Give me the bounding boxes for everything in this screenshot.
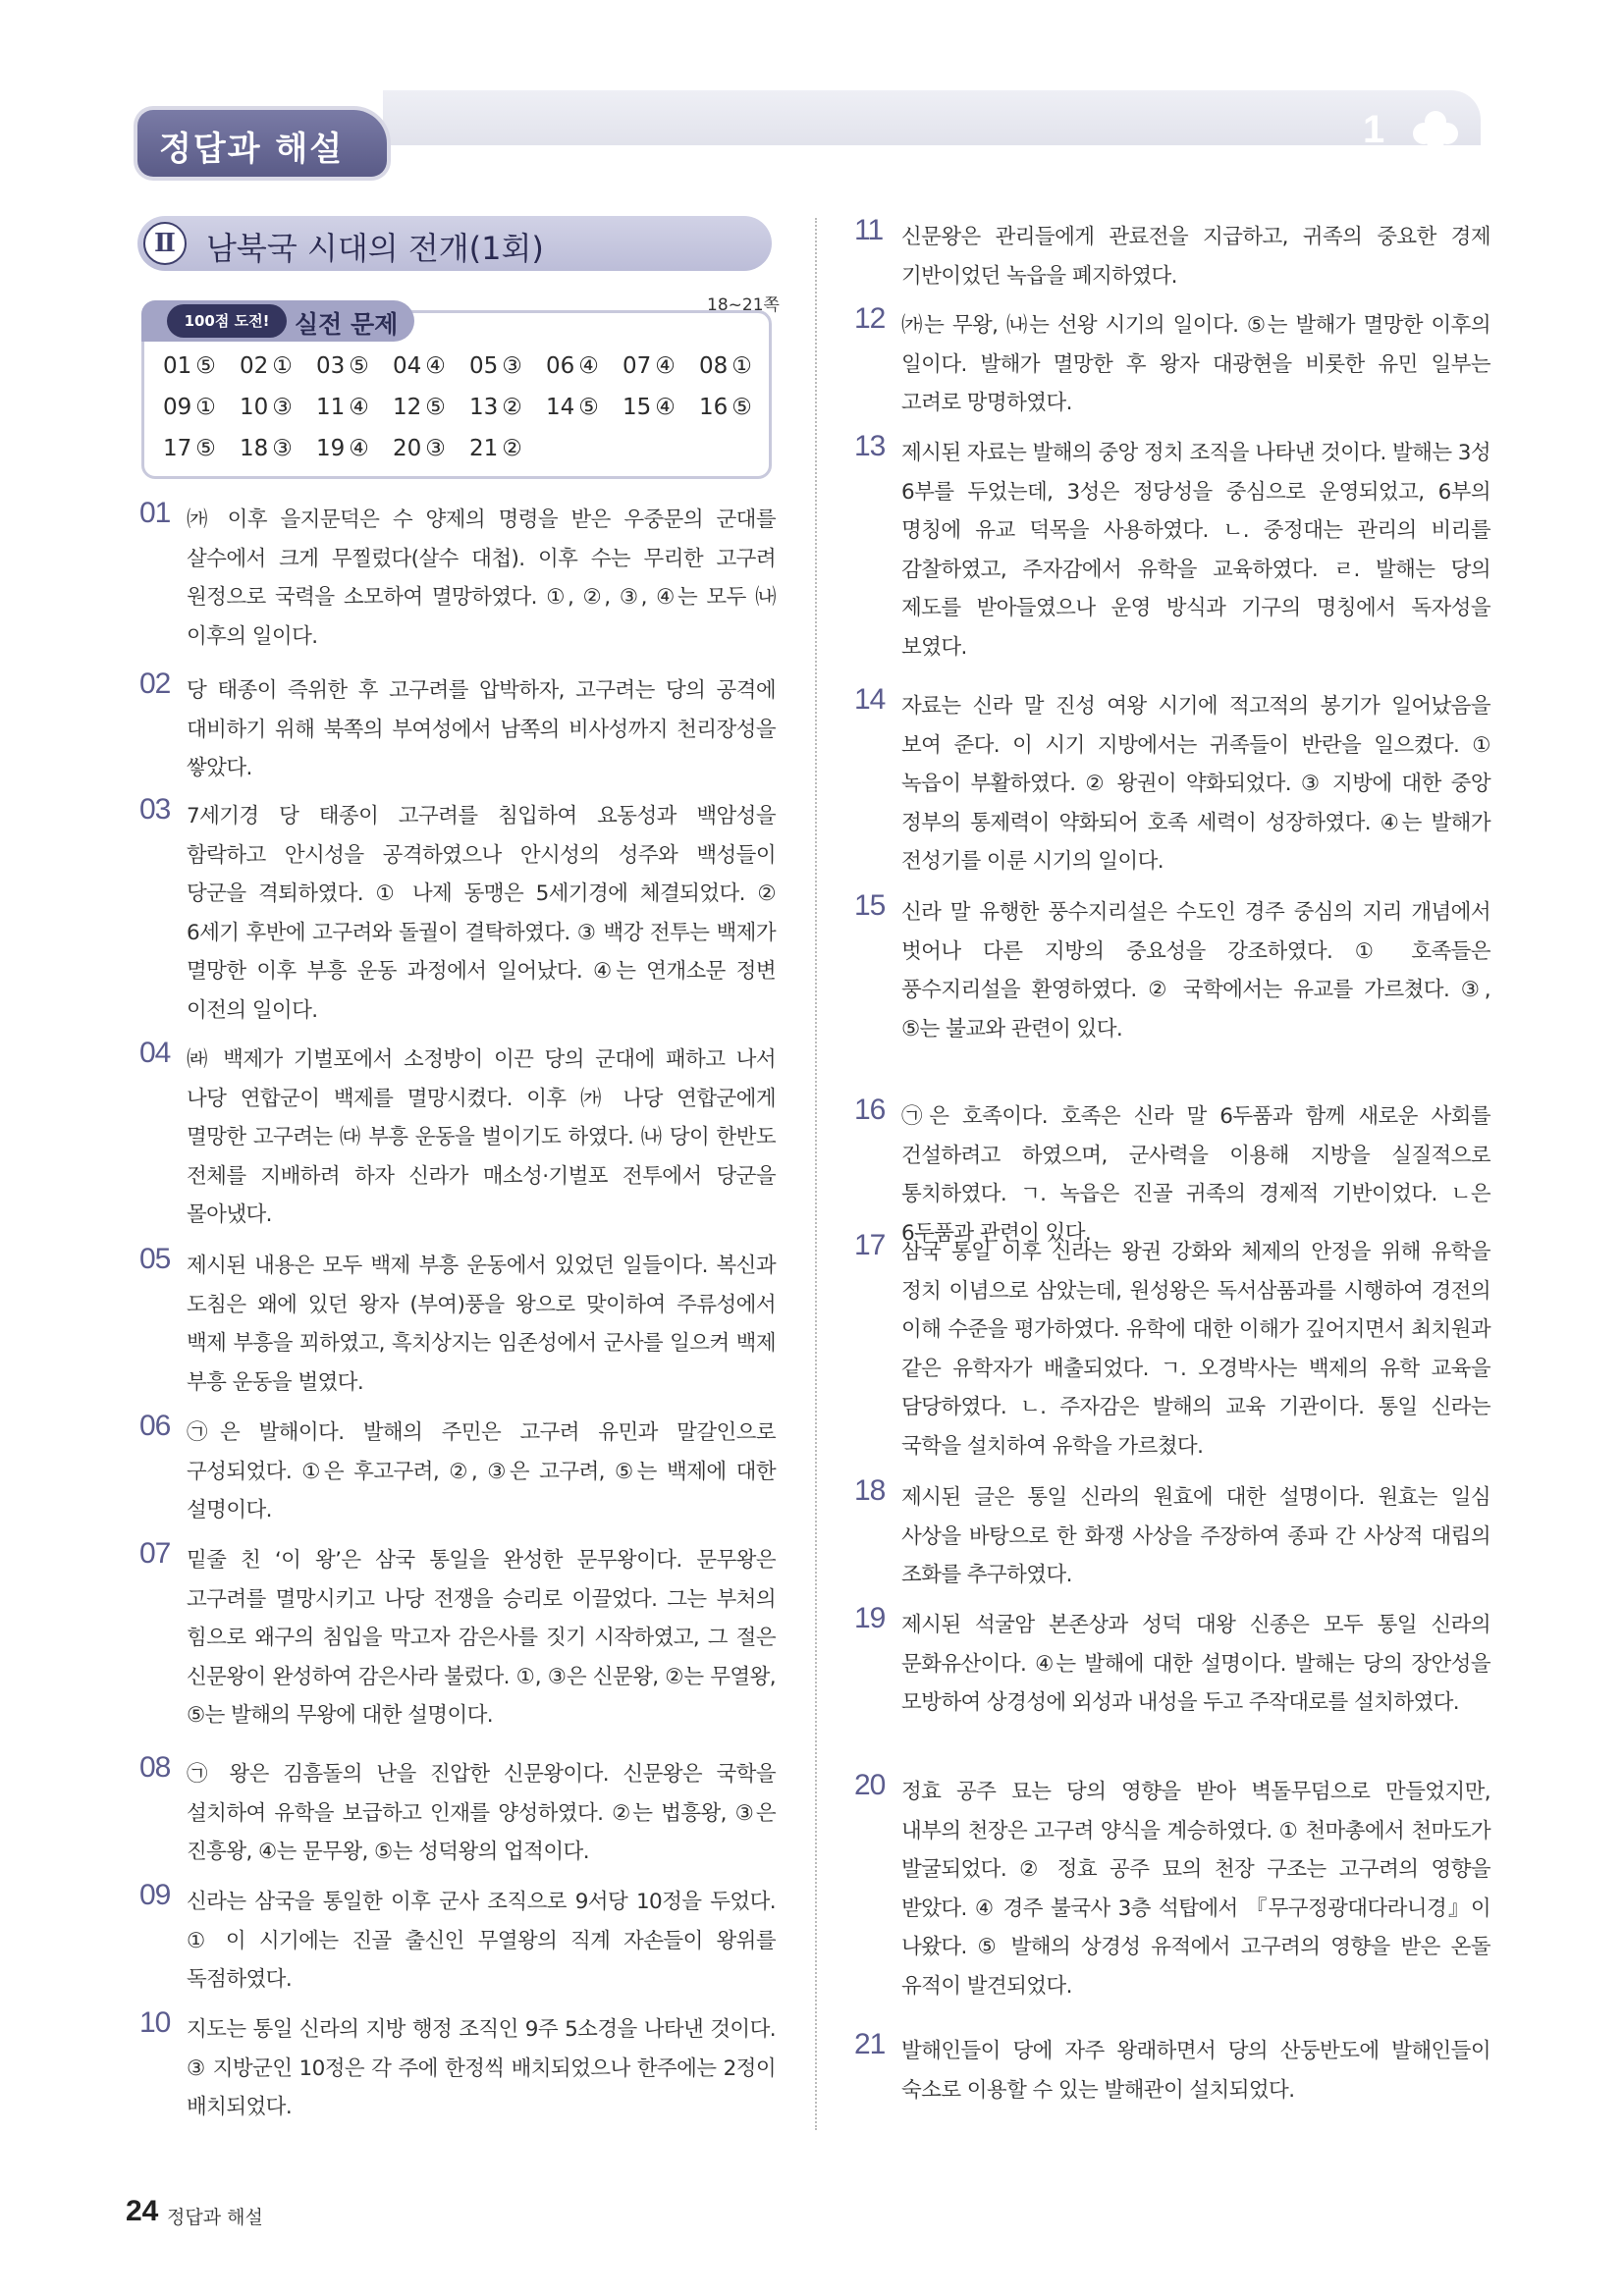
answer-choice: ④ bbox=[349, 436, 369, 461]
explanation-number: 07 bbox=[139, 1537, 171, 1570]
answer-choice: ④ bbox=[655, 395, 676, 420]
answer-choice: ③ bbox=[425, 436, 446, 461]
answer-item bbox=[240, 391, 316, 424]
explanation-number: 12 bbox=[854, 302, 886, 335]
header-band bbox=[383, 90, 1481, 145]
explanation-item bbox=[854, 889, 1490, 1048]
answer-item bbox=[316, 432, 393, 465]
explanation-number: 09 bbox=[139, 1879, 171, 1911]
explanation-text: ㈎는 무왕, ㈏는 선왕 시기의 일이다. ⑤는 발해가 멸망한 이후의 일이다. 발해가 멸망한 후 왕자 대광현을 비롯한 유민 일부는 고려로 망명하였다. bbox=[901, 313, 1490, 415]
explanation-number: 04 bbox=[139, 1037, 171, 1069]
explanation-item bbox=[139, 667, 776, 788]
answer-number: 15 bbox=[623, 395, 652, 420]
explanation-item bbox=[854, 302, 1490, 423]
explanation-text: ㉠은 발해이다. 발해의 주민은 고구려 유민과 말갈인으로 구성되었다. ①은 후고구려, ②, ③은 고구려, ⑤는 백제에 대한 설명이다. bbox=[187, 1420, 776, 1522]
explanation-number: 16 bbox=[854, 1094, 886, 1126]
explanation-text: 신라는 삼국을 통일한 이후 군사 조직으로 9서당 10정을 두었다. ① 이 시기에는 진골 출신인 무열왕의 직계 자손들이 왕위를 독점하였다. bbox=[187, 1890, 776, 1992]
explanation-text: ㉠ 왕은 김흠돌의 난을 진압한 신문왕이다. 신문왕은 국학을 설치하여 유학을 보급하고 인재를 양성하였다. ②는 법흥왕, ③은 진흥왕, ④는 문무왕, ⑤는 성덕왕의 업적이다. bbox=[187, 1762, 776, 1864]
explanation-text: 발해인들이 당에 자주 왕래하면서 당의 산둥반도에 발해인들이 숙소로 이용할 수 있는 발해관이 설치되었다. bbox=[901, 2039, 1490, 2103]
explanation-item bbox=[139, 1751, 776, 1872]
explanation-number: 17 bbox=[854, 1229, 886, 1261]
explanation-text: 당 태종이 즉위한 후 고구려를 압박하자, 고구려는 당의 공격에 대비하기 위해 북쪽의 부여성에서 남쪽의 비사성까지 천리장성을 쌓았다. bbox=[187, 678, 776, 780]
answer-item bbox=[623, 391, 699, 424]
section-title: 남북국 시대의 전개(1회) bbox=[206, 230, 544, 267]
explanation-text: ㈎ 이후 을지문덕은 수 양제의 명령을 받은 우중문의 군대를 살수에서 크게 무찔렀다(살수 대첩). 이후 수는 무리한 고구려 원정으로 국력을 소모하여 멸망하였다. ①, ②, ③, ④는 모두 ㈏ 이후의 일이다. bbox=[187, 507, 776, 649]
explanation-text: 제시된 내용은 모두 백제 부흥 운동에서 있었던 일들이다. 복신과 도침은 왜에 있던 왕자 (부여)풍을 왕으로 맞이하여 주류성에서 백제 부흥을 꾀하였고, 흑치상지는 임존성에서 군사를 일으켜 백제 부흥 운동을 벌였다. bbox=[187, 1254, 776, 1395]
answer-item bbox=[316, 391, 393, 424]
answer-item bbox=[546, 349, 623, 383]
explanation-item bbox=[854, 1474, 1490, 1595]
explanation-number: 13 bbox=[854, 430, 886, 462]
answer-number: 17 bbox=[163, 436, 192, 461]
explanation-item bbox=[854, 430, 1490, 667]
answer-grid bbox=[163, 349, 762, 465]
answer-number: 20 bbox=[393, 436, 422, 461]
answer-number: 07 bbox=[623, 353, 652, 379]
answer-number: 18 bbox=[240, 436, 269, 461]
explanation-number: 02 bbox=[139, 667, 171, 700]
answer-number: 09 bbox=[163, 395, 192, 420]
explanation-number: 10 bbox=[139, 2006, 171, 2039]
explanation-number: 08 bbox=[139, 1751, 171, 1784]
answer-choice: ④ bbox=[578, 353, 599, 379]
explanation-number: 18 bbox=[854, 1474, 886, 1507]
answer-choice: ② bbox=[502, 395, 522, 420]
explanation-text: 자료는 신라 말 진성 여왕 시기에 적고적의 봉기가 일어났음을 보여 준다. 이 시기 지방에서는 귀족들이 반란을 일으켰다. ① 녹읍이 부활하였다. ② 왕권이 약화되었다. ③ 지방에 대한 중앙 정부의 통제력이 약화되어 호족 세력이 성장하였다. ④는 발해가 전성기를 이룬 시기의 일이다. bbox=[901, 694, 1490, 874]
clover-icon bbox=[1408, 108, 1463, 157]
explanation-text: 제시된 글은 통일 신라의 원효에 대한 설명이다. 원효는 일심 사상을 바탕으로 한 화쟁 사상을 주장하여 종파 간 사상적 대립의 조화를 추구하였다. bbox=[901, 1485, 1490, 1587]
explanation-text: 밑줄 친 ‘이 왕’은 삼국 통일을 완성한 문무왕이다. 문무왕은 고구려를 멸망시키고 나당 전쟁을 승리로 이끌었다. 그는 부처의 힘으로 왜구의 침입을 막고자 감은사를 짓기 시작하였고, 그 절은 신문왕이 완성하여 감은사라 불렀다. ①, ③은 신문왕, ②는 무열왕, ⑤는 발해의 무왕에 대한 설명이다. bbox=[187, 1548, 776, 1728]
answer-choice: ⑤ bbox=[195, 436, 216, 461]
explanation-item bbox=[854, 214, 1490, 295]
explanation-text: 삼국 통일 이후 신라는 왕권 강화와 체제의 안정을 위해 유학을 정치 이념으로 삼았는데, 원성왕은 독서삼품과를 시행하여 경전의 이해 수준을 평가하였다. 유학에 대한 이해가 깊어지면서 최치원과 같은 유학자가 배출되었다. ㄱ. 오경박사는 백제의 유학 교육을 담당하였다. ㄴ. 주자감은 발해의 교육 기관이다. 통일 신라는 국학을 설치하여 유학을 가르쳤다. bbox=[901, 1240, 1490, 1459]
answer-item bbox=[240, 349, 316, 383]
explanation-text: ㉠은 호족이다. 호족은 신라 말 6두품과 함께 새로운 사회를 건설하려고 하였으며, 군사력을 이용해 지방을 실질적으로 통치하였다. ㄱ. 녹읍은 진골 귀족의 경제적 기반이었다. ㄴ은 6두품과 관련이 있다. bbox=[901, 1104, 1490, 1246]
answer-item bbox=[163, 432, 240, 465]
explanation-number: 01 bbox=[139, 497, 171, 529]
explanation-number: 15 bbox=[854, 889, 886, 922]
answer-item bbox=[469, 391, 546, 424]
answer-item bbox=[163, 391, 240, 424]
answer-choice: ③ bbox=[502, 353, 522, 379]
answer-number: 03 bbox=[316, 353, 346, 379]
page-range: 18~21쪽 bbox=[707, 295, 780, 315]
answer-choice: ① bbox=[272, 353, 293, 379]
explanation-item bbox=[854, 1229, 1490, 1466]
explanation-text: 7세기경 당 태종이 고구려를 침입하여 요동성과 백암성을 함락하고 안시성을 공격하였으나 안시성의 성주와 백성들이 당군을 격퇴하였다. ① 나제 동맹은 5세기경에 체결되었다. ② 6세기 후반에 고구려와 돌궐이 결탁하였다. ③ 백강 전투는 백제가 멸망한 이후 부흥 운동 과정에서 일어났다. ④는 연개소문 정변 이전의 일이다. bbox=[187, 804, 776, 1023]
answer-number: 01 bbox=[163, 353, 192, 379]
answer-item bbox=[469, 349, 546, 383]
explanation-item bbox=[139, 1410, 776, 1530]
explanation-item bbox=[139, 1537, 776, 1735]
answer-number: 06 bbox=[546, 353, 575, 379]
answer-number: 19 bbox=[316, 436, 346, 461]
footer-label: 정답과 해설 bbox=[167, 2207, 263, 2228]
explanation-item bbox=[854, 1769, 1490, 2005]
answer-number: 21 bbox=[469, 436, 499, 461]
answer-number: 04 bbox=[393, 353, 422, 379]
explanation-item bbox=[139, 793, 776, 1030]
answer-choice: ② bbox=[502, 436, 522, 461]
answer-number: 14 bbox=[546, 395, 575, 420]
explanation-item bbox=[139, 1243, 776, 1402]
answer-choice: ① bbox=[731, 353, 752, 379]
practice-badge-label: 실전 문제 bbox=[295, 310, 399, 339]
explanation-text: 제시된 자료는 발해의 중앙 정치 조직을 나타낸 것이다. 발해는 3성 6부를 두었는데, 3성은 정당성을 중심으로 운영되었고, 6부의 명칭에 유교 덕목을 사용하였다. ㄴ. 중정대는 관리의 비리를 감찰하였고, 주자감에서 유학을 교육하였다. ㄹ. 발해는 당의 제도를 받아들였으나 운영 방식과 기구의 명칭에서 독자성을 보였다. bbox=[901, 441, 1490, 660]
answer-choice: ⑤ bbox=[349, 353, 369, 379]
answer-number: 11 bbox=[316, 395, 346, 420]
answer-choice: ⑤ bbox=[578, 395, 599, 420]
explanation-item bbox=[139, 497, 776, 656]
explanation-text: 제시된 석굴암 본존상과 성덕 대왕 신종은 모두 통일 신라의 문화유산이다. ④는 발해에 대한 설명이다. 발해는 당의 장안성을 모방하여 상경성에 외성과 내성을 두고 주작대로를 설치하였다. bbox=[901, 1613, 1490, 1715]
explanation-text: 정효 공주 묘는 당의 영향을 받아 벽돌무덤으로 만들었지만, 내부의 천장은 고구려 양식을 계승하였다. ① 천마총에서 천마도가 발굴되었다. ② 정효 공주 묘의 천장 구조는 고구려의 영향을 받았다. ④ 경주 불국사 3층 석탑에서 『무구정광대다라니경』이 나왔다. ⑤ 발해의 상경성 유적에서 고구려의 영향을 받은 온돌 유적이 발견되었다. bbox=[901, 1780, 1490, 1999]
section-roman-numeral: Ⅱ bbox=[143, 222, 187, 265]
page-number: 24 bbox=[126, 2195, 159, 2227]
explanation-number: 19 bbox=[854, 1602, 886, 1634]
answer-item bbox=[240, 432, 316, 465]
explanation-number: 21 bbox=[854, 2028, 886, 2060]
answer-item bbox=[699, 391, 776, 424]
explanation-number: 11 bbox=[854, 214, 884, 246]
answer-number: 13 bbox=[469, 395, 499, 420]
answer-item bbox=[163, 349, 240, 383]
chapter-number: 1 bbox=[1363, 108, 1385, 151]
explanation-number: 05 bbox=[139, 1243, 171, 1275]
answer-item bbox=[393, 349, 469, 383]
answer-item bbox=[469, 432, 546, 465]
explanation-item bbox=[854, 2028, 1490, 2109]
explanation-number: 14 bbox=[854, 683, 886, 716]
explanation-text: 신라 말 유행한 풍수지리설은 수도인 경주 중심의 지리 개념에서 벗어나 다른 지방의 중요성을 강조하였다. ① 호족들은 풍수지리설을 환영하였다. ② 국학에서는 유교를 가르쳤다. ③, ⑤는 불교와 관련이 있다. bbox=[901, 900, 1490, 1041]
explanation-number: 03 bbox=[139, 793, 171, 826]
explanation-item bbox=[139, 1879, 776, 2000]
explanation-text: 신문왕은 관리들에게 관료전을 지급하고, 귀족의 중요한 경제 기반이었던 녹읍을 폐지하였다. bbox=[901, 225, 1490, 289]
answer-item bbox=[546, 391, 623, 424]
answer-item bbox=[316, 349, 393, 383]
challenge-badge: 100점 도전! bbox=[167, 304, 287, 338]
explanation-number: 20 bbox=[854, 1769, 886, 1801]
answer-choice: ③ bbox=[272, 395, 293, 420]
answer-choice: ④ bbox=[425, 353, 446, 379]
page-header-title: 정답과 해설 bbox=[159, 130, 345, 169]
explanation-number: 06 bbox=[139, 1410, 171, 1442]
answer-choice: ① bbox=[195, 395, 216, 420]
column-divider bbox=[815, 218, 817, 2130]
answer-item bbox=[393, 391, 469, 424]
answer-choice: ⑤ bbox=[731, 395, 752, 420]
answer-number: 16 bbox=[699, 395, 729, 420]
answer-item bbox=[393, 432, 469, 465]
answer-choice: ③ bbox=[272, 436, 293, 461]
explanation-item bbox=[854, 683, 1490, 881]
answer-choice: ④ bbox=[349, 395, 369, 420]
explanation-item bbox=[139, 2006, 776, 2127]
explanation-item bbox=[854, 1602, 1490, 1723]
explanation-text: ㈑ 백제가 기벌포에서 소정방이 이끈 당의 군대에 패하고 나서 나당 연합군이 백제를 멸망시켰다. 이후 ㈎ 나당 연합군에게 멸망한 고구려는 ㈐ 부흥 운동을 벌이기도 하였다. ㈏ 당이 한반도 전체를 지배하려 하자 신라가 매소성·기벌포 전투에서 당군을 몰아냈다. bbox=[187, 1047, 776, 1227]
answer-choice: ④ bbox=[655, 353, 676, 379]
answer-item bbox=[699, 349, 776, 383]
explanation-item bbox=[854, 1094, 1490, 1253]
answer-choice: ⑤ bbox=[195, 353, 216, 379]
answer-number: 10 bbox=[240, 395, 269, 420]
explanation-item bbox=[139, 1037, 776, 1235]
answer-number: 12 bbox=[393, 395, 422, 420]
answer-item bbox=[623, 349, 699, 383]
answer-choice: ⑤ bbox=[425, 395, 446, 420]
answer-number: 02 bbox=[240, 353, 269, 379]
answer-number: 05 bbox=[469, 353, 499, 379]
explanation-text: 지도는 통일 신라의 지방 행정 조직인 9주 5소경을 나타낸 것이다. ③ 지방군인 10정은 각 주에 한정씩 배치되었으나 한주에는 2정이 배치되었다. bbox=[187, 2017, 776, 2119]
answer-number: 08 bbox=[699, 353, 729, 379]
